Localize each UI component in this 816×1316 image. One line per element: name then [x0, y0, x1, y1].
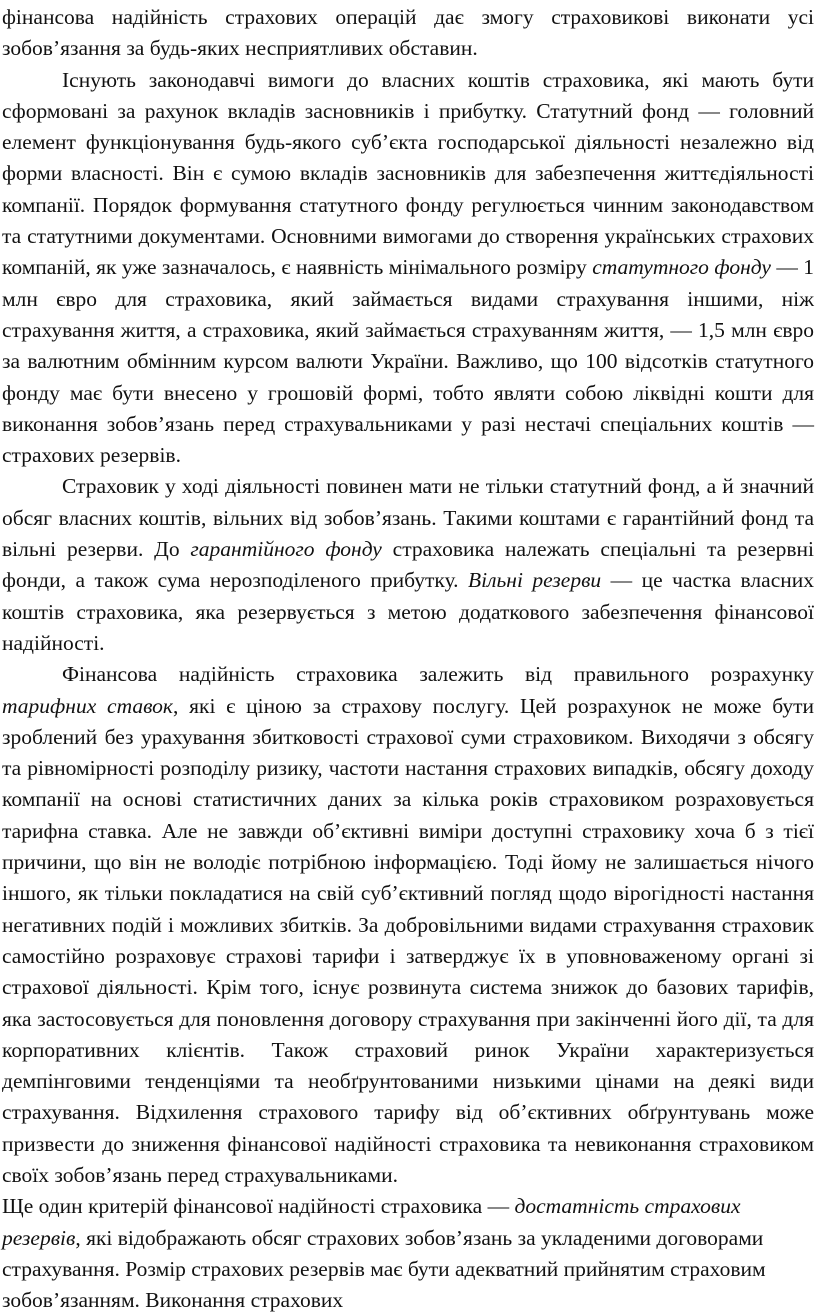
term-free-reserves: Вільні резерви: [468, 568, 602, 593]
term-reserve-adequacy: достатність страхових резервів: [2, 1194, 741, 1250]
paragraph-5-text-a: Ще один критерій фінансової надійності страховика —: [2, 1194, 515, 1219]
paragraph-5: [2, 1191, 814, 1316]
paragraph-3-text-a: Страховик у ході діяльності повинен мати не тільки статутний фонд, а й значний обсяг власних коштів, вільних від зобов’язань. Такими коштами є гарантійний фонд та вільні резерви. До: [2, 474, 814, 562]
paragraph-3-text-c: — це частка власних коштів страховика, яка резервується з метою додаткового забезпечення фінансової надійності.: [2, 568, 814, 655]
paragraph-3: [2, 471, 814, 659]
paragraph-4: [2, 659, 814, 1191]
paragraph-4-text-a: Фінансова надійність страховика залежить від правильного розрахунку: [62, 662, 814, 687]
paragraph-3-text-b: страховика належать спеціальні та резервні фонди, а також сума нерозподіленого прибутку.: [2, 537, 814, 593]
term-guarantee-fund: гарантійного фонду: [190, 537, 382, 562]
term-tariff-rates: тарифних ставок: [2, 693, 173, 718]
term-statutory-fund: статутного фонду: [592, 255, 771, 280]
paragraph-1-text: фінансова надійність страхових операцій дає змогу страховикові виконати усі зобов’язання за будь-яких несприятливих обставин.: [2, 5, 814, 61]
paragraph-5-text-b: , які відображають обсяг страхових зобов’язань за укладеними договорами страхування. Розмір страхових резервів має бути адекватний прийнятим страховим зобов’язанням. Виконання страхових: [2, 1225, 766, 1313]
paragraph-2-text-a: Існують законодавчі вимоги до власних коштів страховика, які мають бути сформовані за рахунок вкладів засновників і прибутку. Статутний фонд — головний елемент функціонування будь-якого суб’єкта господарської діяльності незалежно від форми власності. Він є сумою вкладів засновників для забезпечення життєдіяльності компанії. Порядок формування статутного фонду регулюється чинним законодавством та статутними документами. Основними вимогами до створення українських страхових компаній, як уже зазначалось, є наявність мінімального розміру: [2, 67, 814, 280]
paragraph-1: [2, 2, 814, 65]
paragraph-4-text-b: , які є ціною за страхову послугу. Цей розрахунок не може бути зроблений без урахування збитковості страхової суми страховиком. Виходячи з обсягу та рівномірності розподілу ризику, частоти настання страхових випадків, обсягу доходу компанії на основі статистичних даних за кілька років страховиком розраховується тарифна ставка. Але не завжди об’єктивні виміри доступні страховику хоча б з тієї причини, що він не володіє потрібною інформацією. Тоді йому не залишається нічого іншого, як тільки покладатися на свій суб’єктивний погляд щодо вірогідності настання негативних подій і можливих збитків. За добровільними видами страхування страховик самостійно розраховує страхові тарифи і затверджує їх в уповноваженому органі зі страхової діяльності. Крім того, існує розвинута система знижок до базових тарифів, яка застосовується для поновлення договору страхування при закінченні його дії, та для корпоративних клієнтів. Також страховий ринок України характеризується демпінговими тенденціями та необґрунтованими низькими цінами на деякі види страхування. Відхилення страхового тарифу від об’єктивних обґрунтувань може призвести до зниження фінансової надійності страховика та невиконання страховиком своїх зобов’язань перед страхувальниками.: [2, 693, 815, 1187]
paragraph-2-text-b: — 1 млн євро для страховика, який займається видами страхування іншими, ніж страхування життя, а страховика, який займається страхуванням життя, — 1,5 млн євро за валютним обмінним курсом валюти України. Важливо, що 100 відсотків статутного фонду має бути внесено у грошовій формі, тобто являти собою ліквідні кошти для виконання зобов’язань перед страхувальниками у разі нестачі спеціальних коштів — страхових резервів.: [2, 255, 815, 468]
paragraph-2: [2, 65, 814, 472]
